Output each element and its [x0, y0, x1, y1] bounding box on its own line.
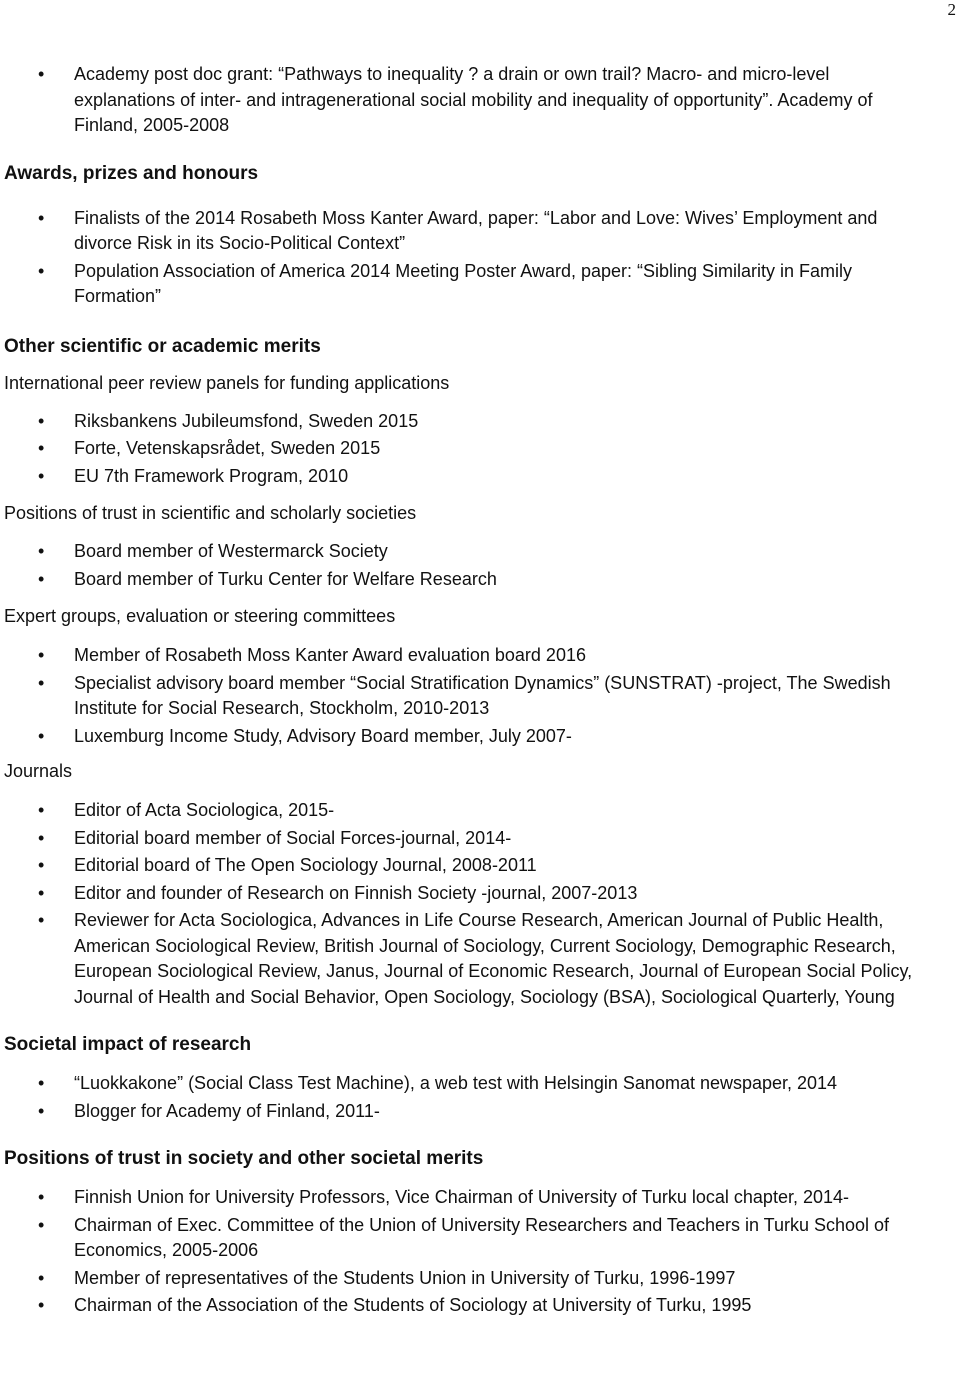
list-item-text: Forte, Vetenskapsrådet, Sweden 2015: [74, 438, 381, 458]
list-item: [4, 1213, 939, 1264]
list-item-text: Blogger for Academy of Finland, 2011-: [74, 1100, 380, 1121]
list-item: [4, 1071, 864, 1097]
bullet-icon: •: [38, 645, 45, 665]
list-item-text: Finnish Union for University Professors, Vice Chairman of University of Turku local chapter, 2014-: [74, 1187, 849, 1207]
bullet-icon: •: [38, 438, 45, 458]
list-item-text: Specialist advisory board member “Social Stratification Dynamics” (SUNSTRAT) -project, The Swedish Institute for Social Research, Stockholm, 2010-2013: [74, 672, 891, 718]
journals-list: [4, 798, 946, 1010]
section-heading-trust-society: Positions of trust in society and other societal merits: [4, 1148, 484, 1169]
list-item-text: Editorial board member of Social Forces-journal, 2014-: [74, 827, 512, 848]
list-item: [4, 436, 948, 462]
section-heading-awards: Awards, prizes and honours: [4, 162, 259, 184]
page-number: 2: [947, 0, 956, 19]
bullet-icon: •: [38, 260, 45, 281]
list-item-text: Academy post doc grant: “Pathways to inequality ? a drain or own trail? Macro- and micro-level explanations of inter- and intragenerational social mobility and inequality of opportunity”. Academy of Finland, 2005-2008: [74, 64, 873, 135]
list-item-text: Finalists of the 2014 Rosabeth Moss Kanter Award, paper: “Labor and Love: Wives’ Employment and divorce Risk in its Socio-Political Context”: [74, 207, 878, 253]
bullet-icon: •: [38, 855, 45, 875]
societal-impact-list: [4, 1071, 864, 1124]
bullet-icon: •: [38, 1187, 45, 1207]
awards-list: [4, 206, 934, 310]
list-item-text: Riksbankens Jubileumsfond, Sweden 2015: [74, 410, 419, 431]
bullet-icon: •: [38, 882, 45, 903]
list-item-text: Member of representatives of the Students Union in University of Turku, 1996-1997: [74, 1267, 736, 1288]
list-item-text: Luxemburg Income Study, Advisory Board member, July 2007-: [74, 725, 572, 746]
subsection-title-review-panels: International peer review panels for funding applications: [4, 372, 450, 393]
list-item: [4, 1099, 864, 1125]
list-item: [4, 539, 948, 565]
list-item-text: Editor of Acta Sociologica, 2015-: [74, 800, 335, 820]
bullet-icon: •: [38, 1100, 45, 1121]
list-item: [4, 908, 946, 1010]
list-item: [4, 671, 946, 722]
bullet-icon: •: [38, 827, 45, 848]
list-item: [4, 464, 948, 490]
list-item: [4, 881, 946, 907]
bullet-icon: •: [38, 568, 45, 589]
subsection-title-journals: Journals: [4, 761, 73, 781]
bullet-icon: •: [38, 1267, 45, 1288]
list-item-text: Chairman of the Association of the Students of Sociology at University of Turku, 1995: [74, 1295, 752, 1315]
subsection-title-expert-groups: Expert groups, evaluation or steering committees: [4, 606, 396, 626]
list-item-text: Chairman of Exec. Committee of the Union of University Researchers and Teachers in Turku School of Economics, 2005-2006: [74, 1214, 890, 1260]
list-item-text: Editor and founder of Research on Finnish Society -journal, 2007-2013: [74, 882, 638, 903]
bullet-icon: •: [38, 207, 45, 228]
list-item-text: “Luokkakone” (Social Class Test Machine), a web test with Helsingin Sanomat newspaper, 2014: [74, 1073, 838, 1093]
list-item-text: Population Association of America 2014 Meeting Poster Award, paper: “Sibling Similarity in Family Formation”: [74, 260, 853, 306]
list-item: [4, 1293, 939, 1319]
list-item: [4, 643, 946, 669]
bullet-icon: •: [38, 1214, 45, 1235]
expert-groups-list: [4, 643, 946, 749]
bullet-icon: •: [38, 410, 45, 431]
list-item-text: Board member of Westermarck Society: [74, 541, 388, 561]
list-item: [4, 409, 948, 435]
list-item-text: EU 7th Framework Program, 2010: [74, 465, 349, 486]
list-item: [4, 724, 946, 750]
trust-society-list: [4, 1185, 939, 1319]
grant-list: [4, 62, 884, 139]
bullet-icon: •: [38, 1295, 45, 1315]
list-item: [4, 259, 934, 310]
list-item: [4, 798, 946, 824]
bullet-icon: •: [38, 910, 45, 930]
subsection-title-trust-scientific: Positions of trust in scientific and scholarly societies: [4, 503, 417, 523]
list-item: [4, 1266, 939, 1292]
section-heading-other-merits: Other scientific or academic merits: [4, 335, 321, 357]
review-panels-list: [4, 409, 948, 490]
list-item: [4, 853, 946, 879]
list-item: [4, 206, 934, 257]
list-item: [4, 826, 946, 852]
bullet-icon: •: [38, 800, 45, 820]
bullet-icon: •: [38, 465, 45, 486]
list-item: [4, 62, 884, 139]
bullet-icon: •: [38, 64, 45, 84]
bullet-icon: •: [38, 725, 45, 746]
list-item-text: Editorial board of The Open Sociology Journal, 2008-2011: [74, 855, 537, 875]
list-item: [4, 1185, 939, 1211]
bullet-icon: •: [38, 1073, 45, 1093]
list-item-text: Board member of Turku Center for Welfare Research: [74, 568, 497, 589]
list-item: [4, 567, 948, 593]
bullet-icon: •: [38, 541, 45, 561]
trust-scientific-list: [4, 539, 948, 592]
section-heading-societal-impact: Societal impact of research: [4, 1034, 252, 1055]
bullet-icon: •: [38, 672, 45, 693]
list-item-text: Member of Rosabeth Moss Kanter Award evaluation board 2016: [74, 645, 586, 665]
list-item-text: Reviewer for Acta Sociologica, Advances in Life Course Research, American Journal of Public Health, American Sociological Review, British Journal of Sociology, Current Sociology, Demographic Research, European Sociological Review, Janus, Journal of Economic Research, Journal of European Social Policy, Journal of Health and Social Behavior, Open Sociology, Sociology (BSA), Sociological Quarterly, Young: [74, 910, 913, 1007]
cv-page-content: [4, 62, 948, 1319]
